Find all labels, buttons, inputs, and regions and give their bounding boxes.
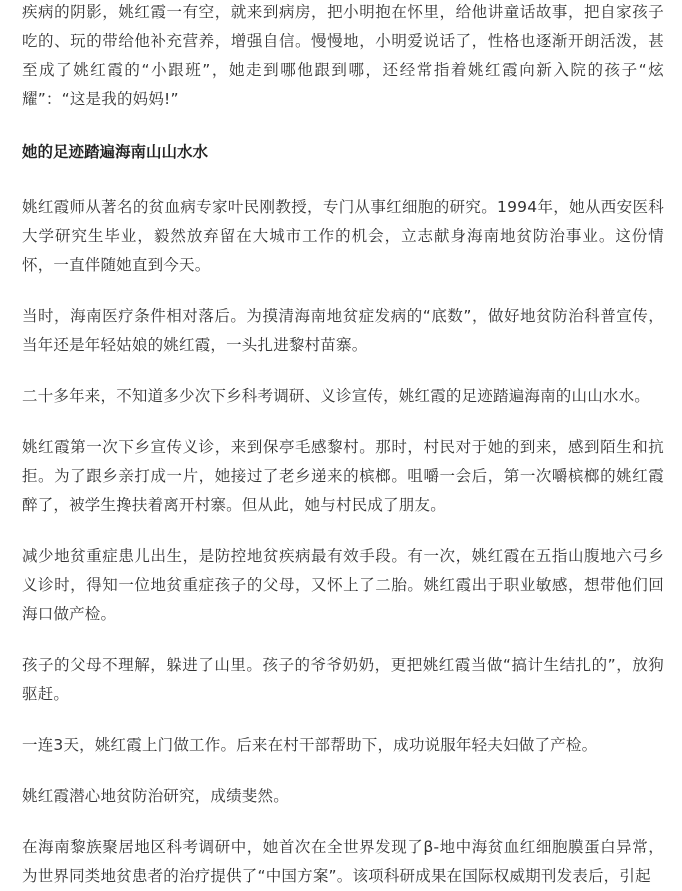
article-body xyxy=(22,0,664,891)
paragraph-2: 当时，海南医疗条件相对落后。为摸清海南地贫症发病的“底数”，做好地贫防治科普宣传，当年还是年轻姑娘的姚红霞，一头扎进黎村苗寨。 xyxy=(22,307,664,354)
paragraph-5: 减少地贫重症患儿出生，是防控地贫疾病最有效手段。有一次，姚红霞在五指山腹地六弓乡义诊时，得知一位地贫重症孩子的父母，又怀上了二胎。姚红霞出于职业敏感，想带他们回海口做产检。 xyxy=(22,547,664,623)
paragraph-8: 姚红霞潜心地贫防治研究，成绩斐然。 xyxy=(22,787,289,805)
paragraph-3: 二十多年来，不知道多少次下乡科考调研、义诊宣传，姚红霞的足迹踏遍海南的山山水水。 xyxy=(22,387,651,405)
paragraph-1: 姚红霞师从著名的贫血病专家叶民刚教授，专门从事红细胞的研究。1994年，她从西安医科大学研究生毕业，毅然放弃留在大城市工作的机会，立志献身海南地贫防治事业。这份情怀，一直伴随她直到今天。 xyxy=(22,198,664,274)
intro-paragraph: 疾病的阴影，姚红霞一有空，就来到病房，把小明抱在怀里，给他讲童话故事，把自家孩子吃的、玩的带给他补充营养，增强自信。慢慢地，小明爱说话了，性格也逐渐开朗活泼，甚至成了姚红霞的“小跟班”，她走到哪他跟到哪，还经常指着姚红霞向新入院的孩子“炫耀”：“这是我的妈妈!” xyxy=(22,3,664,108)
paragraph-4: 姚红霞第一次下乡宣传义诊，来到保亭毛感黎村。那时，村民对于她的到来，感到陌生和抗拒。为了跟乡亲打成一片，她接过了老乡递来的槟榔。咀嚼一会后，第一次嚼槟榔的姚红霞醉了，被学生搀扶着离开村寨。但从此，她与村民成了朋友。 xyxy=(22,438,664,514)
paragraph-6: 孩子的父母不理解，躲进了山里。孩子的爷爷奶奶，更把姚红霞当做“搞计生结扎的”，放狗驱赶。 xyxy=(22,656,664,703)
paragraph-9: 在海南黎族聚居地区科考调研中，她首次在全世界发现了β-地中海贫血红细胞膜蛋白异常，为世界同类地贫患者的治疗提供了“中国方案”。该项科研成果在国际权威期刊发表后，引起 xyxy=(22,838,664,885)
paragraph-7: 一连3天，姚红霞上门做工作。后来在村干部帮助下，成功说服年轻夫妇做了产检。 xyxy=(22,736,598,754)
section-heading: 她的足迹踏遍海南山山水水 xyxy=(22,143,209,161)
